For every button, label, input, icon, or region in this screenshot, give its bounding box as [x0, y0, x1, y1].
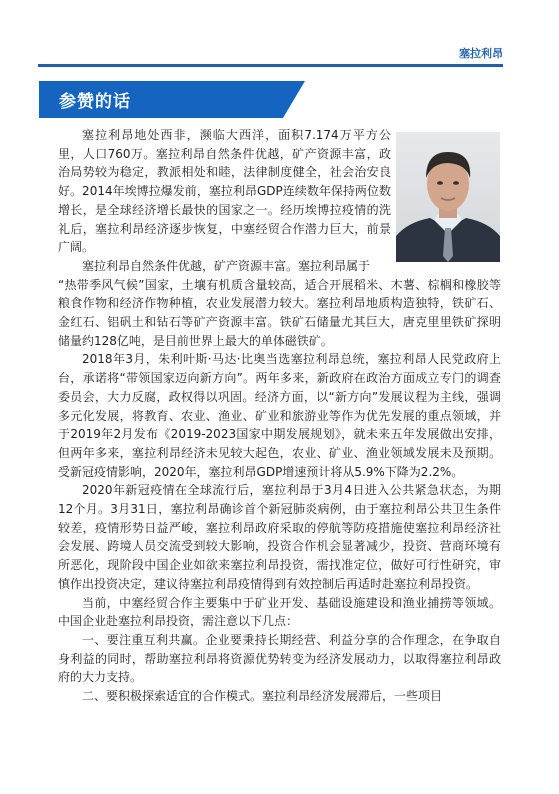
paragraph-covid: 2020年新冠疫情在全球流行后，塞拉利昂于3月4日进入公共紧急状态，为期12个月。3月31日，塞拉利昂确诊首个新冠肺炎病例，由于塞拉利昂公共卫生条件较差，疫情形势日益严峻，塞拉利昂政府采取的停航等防疫措施使塞拉利昂经济社会发展、跨境人员交流受到较大影响，投资合作机会显著减少，投资、营商环境有所恶化，现阶段中国企业如欲来塞拉利昂投资，需找准定位，做好可行性研究，审慎作出投资决定，建议待塞拉利昂疫情得到有效控制后再适时赴塞拉利昂投资。 — [58, 483, 501, 591]
running-head-title: 塞拉利昂 — [459, 47, 503, 60]
paragraph-cooperation: 当前，中塞经贸合作主要集中于矿业开发、基础设施建设和渔业捕捞等领域。中国企业赴塞拉利昂投资，需注意以下几点： — [58, 595, 501, 629]
article-body — [58, 126, 501, 706]
paragraph-resources-lead: 塞拉利昂自然条件优越，矿产资源丰富。塞拉利昂属于 — [82, 258, 371, 273]
header-rule — [38, 64, 503, 67]
paragraph-politics: 2018年3月，朱利叶斯·马达·比奥当选塞拉利昂总统，塞拉利昂人民党政府上台，承诺将“带领国家迈向新方向”。两年多来，新政府在政治方面成立专门的调查委员会，大力反腐，政权得以巩固。经济方面，以“新方向”发展议程为主线，强调多元化发展，将教育、农业、渔业、矿业和旅游业等作为优先发展的重点领域，并于2019年2月发布《2019-2023国家中期发展规划》，就未来五年发展做出安排，但两年多来，塞拉利昂经济未见较大起色，农业、矿业、渔业领域发展未及预期。受新冠疫情影响，2020年，塞拉利昂GDP增速预计将从5.9%下降为2.2%。 — [58, 352, 501, 479]
paragraph-point-two: 二、要积极探索适宜的合作模式。塞拉利昂经济发展滞后，一些项目 — [82, 689, 443, 704]
section-title: 参赞的话 — [59, 92, 131, 112]
paragraph-resources: “热带季风气候”国家，土壤有机质含量较高，适合开展稻米、木薯、棕榈和橡胶等粮食作物和经济作物种植，农业发展潜力较大。塞拉利昂地质构造独特，铁矿石、金红石、铝矾土和钻石等矿产资源丰富。铁矿石储量尤其巨大，唐克里里铁矿探明储量约128亿吨，是目前世界上最大的单体磁铁矿。 — [58, 277, 501, 348]
section-title-banner — [39, 81, 283, 118]
paragraph-point-one: 一、要注重互利共赢。企业要秉持长期经营、利益分享的合作理念，在争取自身利益的同时，帮助塞拉利昂将资源优势转变为经济发展动力，以取得塞拉利昂政府的大力支持。 — [58, 632, 501, 685]
paragraph-intro: 塞拉利昂地处西非，濒临大西洋，面积7.174万平方公里，人口760万。塞拉利昂自然条件优越，矿产资源丰富，政治局势较为稳定，教派相处和睦，法律制度健全，社会治安良好。2014年埃博拉爆发前，塞拉利昂GDP连续数年保持两位数增长，是全球经济增长最快的国家之一。经历埃博拉疫情的洗礼后，塞拉利昂经济逐步恢复，中塞经贸合作潜力巨大，前景广阔。 — [58, 128, 391, 255]
